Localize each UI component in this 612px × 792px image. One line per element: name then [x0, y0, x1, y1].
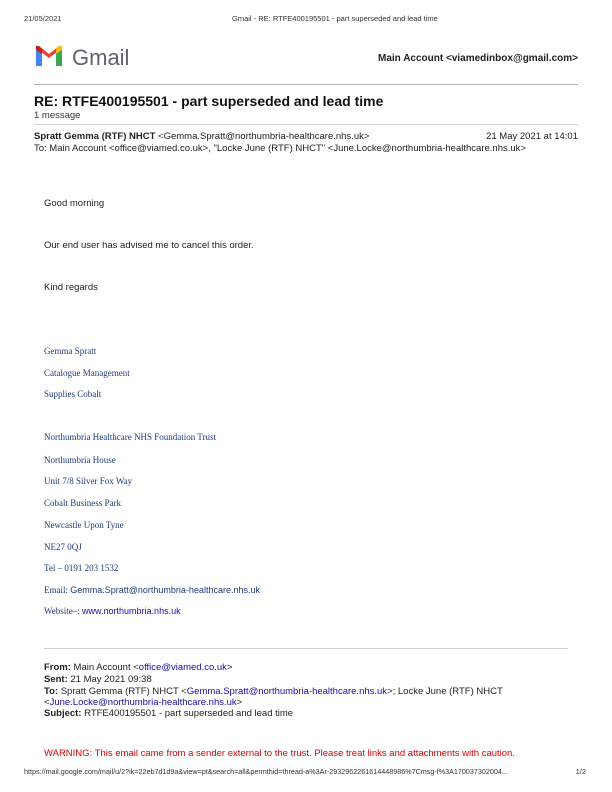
- sig-email-line: [44, 585, 260, 595]
- quoted-to-label: To:: [44, 686, 59, 697]
- quoted-to-email2-link[interactable]: June.Locke@northumbria-healthcare.nhs.uk: [49, 697, 237, 708]
- message-count: 1 message: [34, 110, 81, 121]
- sig-addr3: Cobalt Business Park: [44, 498, 122, 508]
- sig-website-label: Website–:: [44, 606, 83, 616]
- sender-email: <Gemma.Spratt@northumbria-healthcare.nhs.uk>: [158, 131, 370, 142]
- thread-subject: RE: RTFE400195501 - part superseded and lead time: [34, 93, 384, 109]
- quoted-sent-label: Sent:: [44, 674, 68, 685]
- quoted-subject-label: Subject:: [44, 708, 82, 719]
- footer-url: https://mail.google.com/mail/u/2?ik=22eb7d1d9a&view=pt&search=all&permthid=thread-a%3Ar-2932962261614448986%7Cmsg-f%3A170037302004...: [24, 767, 508, 776]
- sender-name: Spratt Gemma (RTF) NHCT: [34, 131, 156, 142]
- body-text: Our end user has advised me to cancel this order.: [44, 240, 254, 251]
- page-number: 1/2: [575, 767, 586, 776]
- closing: Kind regards: [44, 282, 98, 293]
- thread-divider: [34, 124, 578, 125]
- sig-role: Catalogue Management: [44, 368, 130, 378]
- quoted-from-close: >: [226, 662, 233, 673]
- print-date: 21/05/2021: [24, 14, 62, 23]
- quoted-to-open2: <: [44, 697, 50, 708]
- quoted-from-name: Main Account <: [70, 662, 139, 673]
- quoted-to-cont: [44, 697, 242, 708]
- sig-postcode: NE27 0QJ: [44, 542, 82, 552]
- quoted-to-mid: >; Locke June (RTF) NHCT: [387, 686, 503, 697]
- sig-org: Northumbria Healthcare NHS Foundation Trust: [44, 432, 216, 442]
- sig-email-link[interactable]: Gemma.Spratt@northumbria-healthcare.nhs.uk: [70, 585, 260, 595]
- quoted-subject: [44, 708, 293, 719]
- greeting: Good morning: [44, 198, 105, 209]
- header-divider: [34, 84, 578, 85]
- quoted-to: [44, 686, 503, 697]
- print-title: Gmail - RE: RTFE400195501 - part superseded and lead time: [232, 14, 438, 23]
- gmail-logo-icon: [34, 44, 64, 68]
- quote-divider: [44, 648, 568, 649]
- quoted-to-email1-link[interactable]: Gemma.Spratt@northumbria-healthcare.nhs.uk: [186, 686, 388, 697]
- sig-email-label: Email:: [44, 585, 71, 595]
- quoted-sent: [44, 674, 152, 685]
- account-label: Main Account <viamedinbox@gmail.com>: [378, 53, 578, 64]
- sig-addr4: Newcastle Upon Tyne: [44, 520, 124, 530]
- quoted-to-close2: >: [236, 697, 243, 708]
- sender-line: [34, 131, 369, 142]
- recipients-line: To: Main Account <office@viamed.co.uk>, "Locke June (RTF) NHCT" <June.Locke@northumbria-healthcare.nhs.uk>: [34, 143, 526, 154]
- gmail-logo-text: Gmail: [72, 45, 130, 70]
- quoted-subject-value: RTFE400195501 - part superseded and lead time: [81, 708, 294, 719]
- sig-addr2: Unit 7/8 Silver Fox Way: [44, 476, 133, 486]
- quoted-to-name1: Spratt Gemma (RTF) NHCT <: [58, 686, 187, 697]
- sig-website-link[interactable]: www.northumbria.nhs.uk: [82, 606, 181, 616]
- quoted-from-email-link[interactable]: office@viamed.co.uk: [138, 662, 227, 673]
- sig-website-line: [44, 606, 181, 616]
- sig-addr1: Northumbria House: [44, 455, 116, 465]
- message-date: 21 May 2021 at 14:01: [486, 131, 578, 142]
- quoted-sent-value: 21 May 2021 09:38: [67, 674, 152, 685]
- external-warning: WARNING: This email came from a sender external to the trust. Please treat links and attachments with caution.: [44, 748, 515, 759]
- sig-dept: Supplies Cobalt: [44, 389, 102, 399]
- sig-name: Gemma Spratt: [44, 346, 97, 356]
- quoted-from: [44, 662, 233, 673]
- quoted-from-label: From:: [44, 662, 71, 673]
- sig-tel: Tel – 0191 203 1532: [44, 563, 119, 573]
